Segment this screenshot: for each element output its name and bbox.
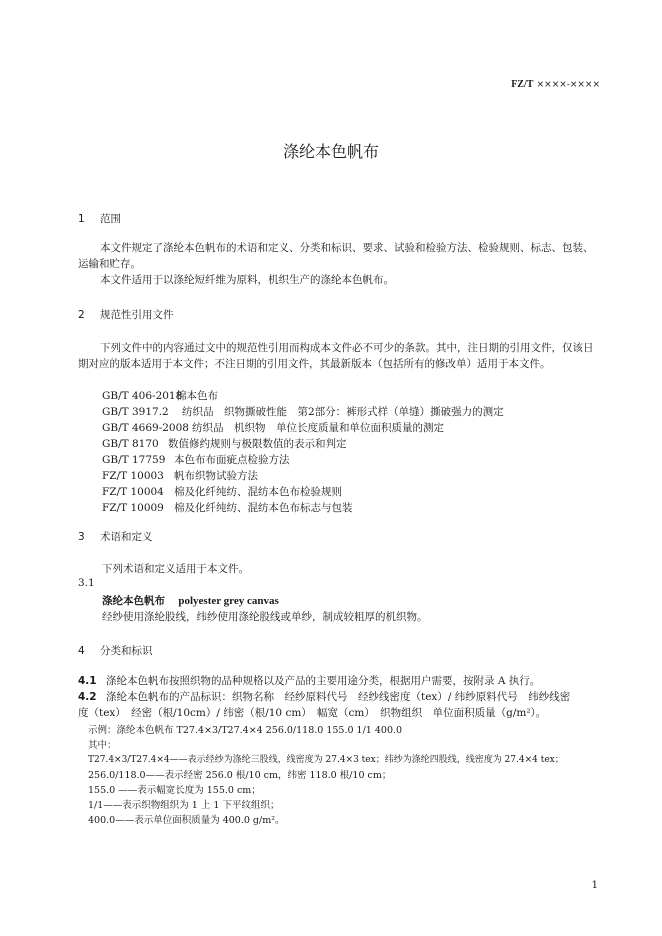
section-number: 1	[78, 213, 85, 225]
page-number: 1	[591, 880, 598, 891]
reference-item	[102, 388, 218, 403]
reference-item	[102, 404, 504, 419]
reference-item	[102, 420, 444, 435]
reference-title: 本色布布面疵点检验方法	[174, 454, 290, 466]
reference-item	[102, 436, 347, 451]
reference-title: 帆布织物试验方法	[174, 470, 258, 482]
clause-4-2-continued: 度（tex） 经密（根/10cm）/ 纬密（根/10 cm） 幅宽（cm） 织物组织 单位面积质量（g/m²）。	[78, 707, 547, 719]
term-chinese: 涤纶本色帆布	[102, 595, 165, 607]
clause-text: 涤纶本色帆布按照织物的品种规格以及产品的主要用途分类，根据用户需要，按附录 A 执行。	[106, 675, 541, 687]
clause-number: 4.1	[78, 675, 97, 687]
note-item: 1/1——表示织物组织为 1 上 1 下平纹组织；	[88, 800, 280, 811]
reference-code: GB/T 406-2018	[102, 390, 183, 402]
term-definition: 经纱使用涤纶股线，纬纱使用涤纶股线或单纱，制成较粗厚的机织物。	[102, 611, 428, 623]
example-line: 示例：涤纶本色帆布 T27.4×3/T27.4×4 256.0/118.0 155.0 1/1 400.0	[88, 725, 403, 736]
reference-code: FZ/T 10004	[102, 486, 164, 498]
section-title: 规范性引用文件	[100, 309, 174, 321]
section-2-paragraph: 下列文件中的内容通过文中的规范性引用而构成本文件必不可少的条款。其中，注日期的引用文件，仅该日期对应的版本适用于本文件；不注日期的引用文件，其最新版本（包括所有的修改单）适用于本文件。	[78, 342, 594, 370]
section-3-paragraph: 下列术语和定义适用于本文件。	[102, 563, 249, 575]
section-title: 分类和标识	[100, 645, 153, 657]
note-item: 256.0/118.0——表示经密 256.0 根/10 cm，纬密 118.0 根/10 cm；	[88, 770, 392, 781]
term-number: 3.1	[78, 577, 95, 589]
section-2-heading	[78, 307, 174, 322]
section-3-heading	[78, 529, 153, 544]
clause-4-1	[78, 673, 540, 688]
reference-item	[102, 500, 353, 515]
standard-code-prefix: FZ/T	[511, 79, 534, 90]
section-number: 3	[78, 531, 85, 543]
where-label: 其中：	[88, 740, 117, 751]
standard-code-number: ××××-××××	[536, 80, 600, 90]
clause-4-2	[78, 689, 570, 704]
term-english: polyester grey canvas	[178, 595, 279, 607]
section-title: 术语和定义	[100, 531, 153, 543]
reference-code: GB/T 17759	[102, 454, 166, 466]
note-item: 155.0 ——表示幅宽长度为 155.0 cm；	[88, 785, 261, 796]
note-item: 400.0——表示单位面积质量为 400.0 g/m²。	[88, 815, 285, 826]
standard-code	[511, 79, 600, 90]
reference-title: 棉及化纤纯纺、混纺本色布标志与包装	[174, 502, 353, 514]
reference-code: GB/T 8170	[102, 438, 159, 450]
document-title: 涤纶本色帆布	[282, 142, 379, 161]
section-title: 范围	[100, 213, 121, 225]
reference-title: 数值修约规则与极限数值的表示和判定	[168, 438, 347, 450]
clause-text: 涤纶本色帆布的产品标识：织物名称 经纱原料代号 经纱线密度（tex）/ 纬纱原料代号 纬纱线密	[106, 691, 571, 703]
reference-code: GB/T 4669-2008	[102, 422, 189, 434]
reference-item	[102, 452, 290, 467]
reference-code: FZ/T 10003	[102, 470, 164, 482]
section-number: 4	[78, 645, 85, 657]
reference-title: 棉本色布	[176, 390, 218, 402]
section-1-paragraph-2: 本文件适用于以涤纶短纤维为原料，机织生产的涤纶本色帆布。	[100, 274, 394, 286]
reference-title: 棉及化纤纯纺、混纺本色布检验规则	[174, 486, 342, 498]
term-heading	[102, 593, 279, 608]
note-item: T27.4×3/T27.4×4——表示经纱为涤纶三股线，线密度为 27.4×3 tex；纬纱为涤纶四股线，线密度为 27.4×4 tex；	[88, 755, 564, 765]
reference-item	[102, 468, 258, 483]
section-1-paragraph-1: 本文件规定了涤纶本色帆布的术语和定义、分类和标识、要求、试验和检验方法、检验规则、标志、包装、运输和贮存。	[78, 242, 594, 270]
reference-title: 纺织品 织物撕破性能 第2部分：裤形式样（单缝）撕破强力的测定	[182, 406, 504, 418]
section-4-heading	[78, 643, 153, 658]
section-1-heading	[78, 211, 121, 226]
reference-title: 纺织品 机织物 单位长度质量和单位面积质量的测定	[192, 422, 444, 434]
reference-code: GB/T 3917.2	[102, 406, 169, 418]
section-number: 2	[78, 309, 85, 321]
reference-item	[102, 484, 342, 499]
reference-code: FZ/T 10009	[102, 502, 164, 514]
clause-number: 4.2	[78, 691, 97, 703]
